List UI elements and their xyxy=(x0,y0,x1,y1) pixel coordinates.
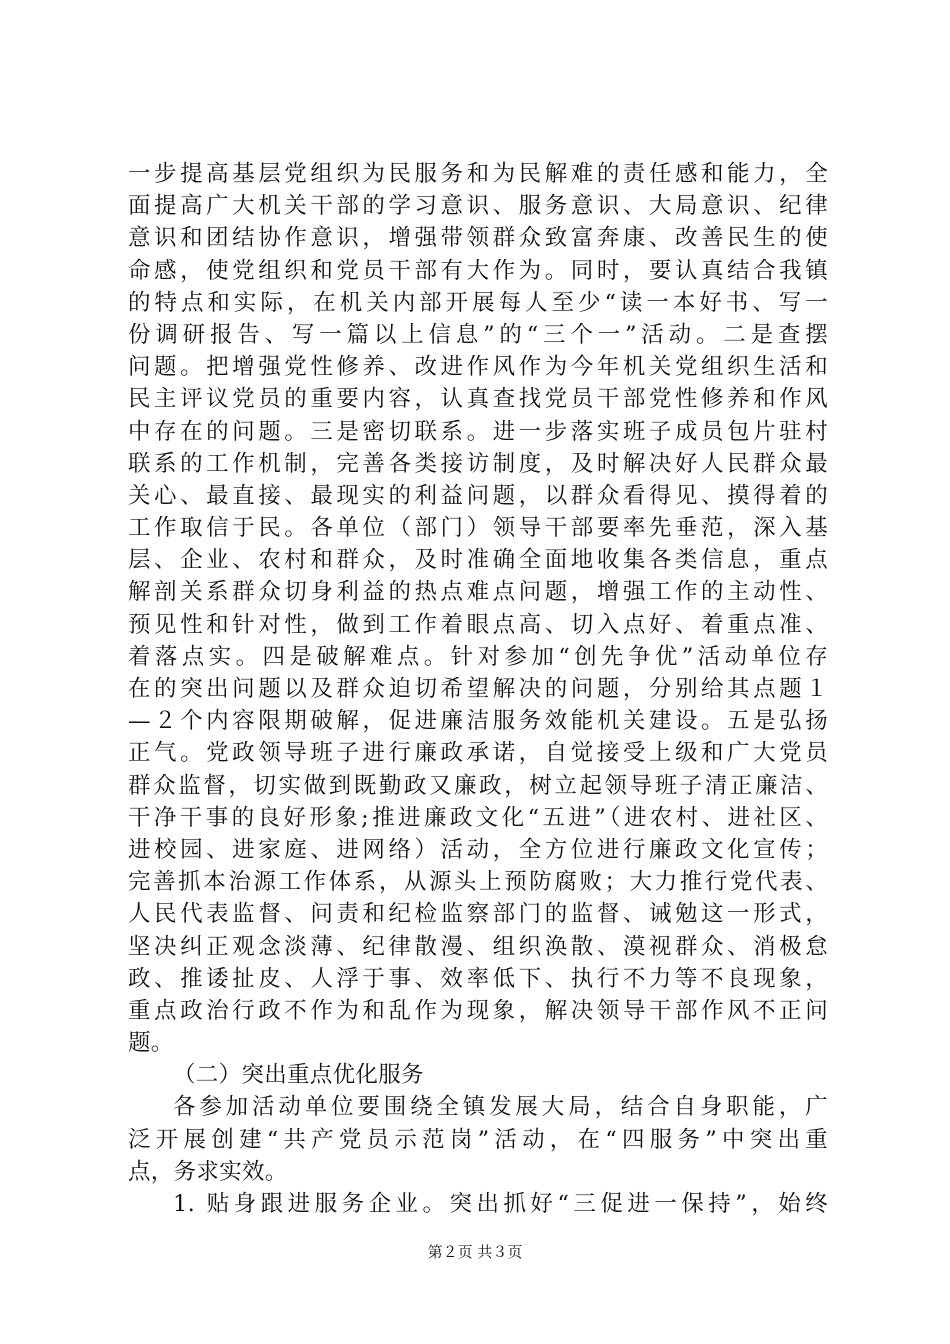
paragraph-line: 群众监督，切实做到既勤政又廉政，树立起领导班子清正廉洁、 xyxy=(128,772,828,799)
paragraph-line: 正气。党政领导班子进行廉政承诺，自觉接受上级和广大党员 xyxy=(128,740,828,767)
document-body xyxy=(128,158,828,1220)
page-number: 第２页 共３页 xyxy=(427,1243,523,1261)
numbered-item-line: 1. 贴身跟进服务企业。突出抓好“三促进一保持”，始终 xyxy=(173,1191,828,1217)
section-heading: （二）突出重点优化服务 xyxy=(173,1062,424,1089)
paragraph-line: 联系的工作机制，完善各类接访制度，及时解决好人民群众最 xyxy=(128,450,828,477)
paragraph-line: 工作取信于民。各单位（部门）领导干部要率先垂范，深入基 xyxy=(128,515,828,542)
paragraph-line: —２个内容限期破解，促进廉洁服务效能机关建设。五是弘扬 xyxy=(128,708,828,735)
paragraph-line: 民主评议党员的重要内容，认真查找党员干部党性修养和作风 xyxy=(128,386,828,413)
paragraph-line: 中存在的问题。三是密切联系。进一步落实班子成员包片驻村 xyxy=(128,418,828,445)
paragraph-line: 层、企业、农村和群众，及时准确全面地收集各类信息，重点 xyxy=(128,547,828,574)
paragraph-line: 各参加活动单位要围绕全镇发展大局，结合自身职能，广 xyxy=(173,1094,828,1121)
paragraph-line: 意识和团结协作意识，增强带领群众致富奔康、改善民生的使 xyxy=(128,225,828,252)
paragraph-line: 解剖关系群众切身利益的热点难点问题，增强工作的主动性、 xyxy=(128,579,828,606)
paragraph-line: 预见性和针对性，做到工作着眼点高、切入点好、着重点准、 xyxy=(128,611,828,638)
paragraph-line: 问题。把增强党性修养、改进作风作为今年机关党组织生活和 xyxy=(128,354,828,381)
paragraph-line: 点，务求实效。 xyxy=(128,1158,288,1185)
paragraph-line: 份调研报告、写一篇以上信息”的“三个一”活动。二是查摆 xyxy=(128,321,828,348)
paragraph-line: 在的突出问题以及群众迫切希望解决的问题，分别给其点题１ xyxy=(128,676,828,702)
paragraph-line: 的特点和实际，在机关内部开展每人至少“读一本好书、写一 xyxy=(128,289,828,316)
paragraph-line: 政、推诿扯皮、人浮于事、效率低下、执行不力等不良现象， xyxy=(128,965,828,992)
paragraph-line: 进校园、进家庭、进网络）活动，全方位进行廉政文化宣传； xyxy=(128,836,828,863)
paragraph-line: 面提高广大机关干部的学习意识、服务意识、大局意识、纪律 xyxy=(128,193,828,220)
paragraph-line: 坚决纠正观念淡薄、纪律散漫、组织涣散、漠视群众、消极怠 xyxy=(128,933,828,960)
paragraph-line: 干净干事的良好形象;推进廉政文化“五进”（进农村、进社区、 xyxy=(128,804,828,831)
paragraph-line: 着落点实。四是破解难点。针对参加“创先争优”活动单位存 xyxy=(128,643,828,670)
paragraph-line: 人民代表监督、问责和纪检监察部门的监督、诫勉这一形式， xyxy=(128,901,828,928)
paragraph-line: 完善抓本治源工作体系，从源头上预防腐败；大力推行党代表、 xyxy=(128,869,828,896)
paragraph-line: 命感，使党组织和党员干部有大作为。同时，要认真结合我镇 xyxy=(128,257,828,284)
page-footer xyxy=(0,1242,950,1262)
paragraph-line: 题。 xyxy=(128,1030,174,1057)
paragraph-line: 重点政治行政不作为和乱作为现象，解决领导干部作风不正问 xyxy=(128,997,828,1024)
paragraph-line: 一步提高基层党组织为民服务和为民解难的责任感和能力，全 xyxy=(128,161,828,187)
paragraph-line: 关心、最直接、最现实的利益问题，以群众看得见、摸得着的 xyxy=(128,482,828,509)
paragraph-line: 泛开展创建“共产党员示范岗”活动，在“四服务”中突出重 xyxy=(128,1126,828,1153)
